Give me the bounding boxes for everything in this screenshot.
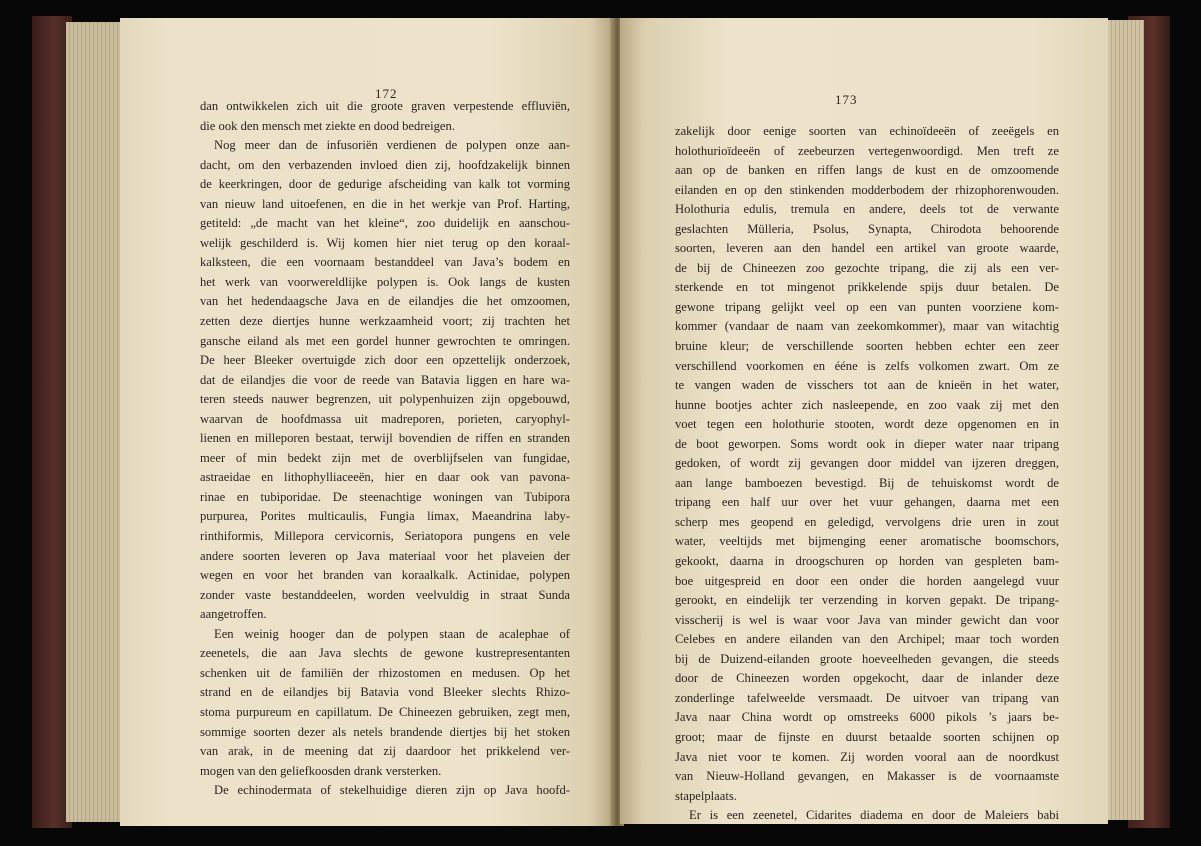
text-line: hunne bootjes achter zich nasleepende, en zoo vaak zij met den: [675, 397, 1059, 412]
text-line: zeenetels, die aan Java slechts de gewone kustrepresentanten: [200, 646, 570, 661]
text-line: Java niet voor te komen. Zij worden vooral aan de noordkust: [675, 749, 1059, 764]
text-line: aan lange bamboezen bevestigd. Bij de tehuiskomst wordt de: [675, 475, 1059, 490]
text-line: de keerkringen, door de gedurige afscheiding van kalk tot vorming: [200, 177, 570, 192]
text-line: kommer (vandaar de naam van zeekomkommer), maar van witachtig: [675, 319, 1059, 334]
text-line: Holothuria edulis, tremula en andere, deels tot de verwante: [675, 202, 1059, 217]
text-line: meer of min bedekt zijn met de overblijfselen van fungidae,: [200, 450, 570, 465]
text-line: schenken uit de familiën der rhizostomen en medusen. Op het: [200, 665, 570, 680]
text-line: dan ontwikkelen zich uit die groote graven verpestende effluviën,: [200, 99, 570, 113]
text-line: scherp mes geopend en geledigd, vervolgens drie uren in zout: [675, 514, 1059, 529]
text-line: lienen en milleporen bestaat, terwijl bovendien de riffen en stranden: [200, 431, 570, 446]
text-line: purpurea, Porites multicaulis, Fungia limax, Maeandrina laby-: [200, 509, 570, 524]
text-line: bij de Duizend-eilanden groote hoeveelheden gevangen, die steeds: [675, 651, 1059, 666]
text-line: andere soorten leveren op Java materiaal voor het plaveien der: [200, 548, 570, 563]
text-line: bruine kleur; de verschillende soorten hebben echter een zeer: [675, 339, 1059, 354]
right-page-body-text: [675, 122, 1059, 826]
page-number: 173: [835, 92, 858, 107]
text-line: stoma purpureum en capillatum. De Chineezen gebruiken, zegt men,: [200, 704, 570, 719]
text-line: dat de eilandjes die voor de reede van Batavia liggen en hare wa-: [200, 372, 570, 387]
text-line: De heer Bleeker overtuigde zich door een opzettelijk onderzoek,: [200, 353, 570, 368]
text-line: gansche eiland als met een gordel hunner gewrochten te omringen.: [200, 333, 570, 348]
text-line: geslachten Mülleria, Psolus, Synapta, Chirodota behoorende: [675, 221, 1059, 236]
left-page-edges: [66, 22, 122, 822]
text-line: holothurioïdeeën of zeebeurzen vertegenwoordigd. Men treft ze: [675, 143, 1059, 158]
right-page: [620, 18, 1108, 824]
text-line: visscherij is wel is waar voor Java van minder gewicht dan voor: [675, 612, 1059, 627]
text-line: astraeidae en lithophylliaceeën, hier en daar ook van pavona-: [200, 470, 570, 485]
text-line: die ook den mensch met ziekte en dood bedreigen.: [200, 118, 455, 133]
text-line: sommige soorten dezer als netels brandende diertjes bij het stoken: [200, 724, 570, 739]
right-page-edges: [1104, 20, 1144, 820]
text-line: van arak, in de meening dat zij daardoor het prikkelend ver-: [200, 744, 570, 759]
text-line: teren steeds nauwer begrenzen, uit polypenhuizen zijn opgebouwd,: [200, 392, 570, 407]
left-page: [120, 18, 614, 826]
text-line: gewone tripang gelijkt veel op een van punten voorziene kom-: [675, 299, 1059, 314]
text-line: de boot geworpen. Soms wordt ook in dieper water naar tripang: [675, 436, 1059, 451]
text-line: door de Chineezen worden opgekocht, daar de inlander deze: [675, 671, 1059, 686]
text-line: Een weinig hooger dan de polypen staan de acalephae of: [214, 626, 570, 641]
text-line: het werk van voorwereldlijke polypen is. Ook langs de kusten: [200, 274, 570, 289]
text-line: boe uitgespreid en door een onder die horden aangelegd vuur: [675, 573, 1059, 588]
page-number: 172: [375, 86, 398, 101]
text-line: zetten deze diertjes hunne werkzaamheid voort; zij trachten het: [200, 314, 570, 329]
text-line: tripang een half uur over het vuur gehangen, daarna met een: [675, 495, 1059, 510]
text-line: rinae en tubiporidae. De steenachtige woningen van Tubipora: [200, 489, 570, 504]
text-line: Java naar China wordt op omstreeks 6000 pikols ’s jaars be-: [675, 710, 1059, 725]
text-line: van nieuw land uitoefenen, en die in het werkje van Prof. Harting,: [200, 196, 570, 211]
text-line: wegen en voor het branden van koraalkalk. Actinidae, polypen: [200, 568, 570, 583]
text-line: De echinodermata of stekelhuidige dieren zijn op Java hoofd-: [214, 783, 570, 798]
text-line: zonder vaste bestanddeelen, worden veelvuldig in straat Sunda: [200, 587, 570, 602]
text-line: zonderlinge tafelweelde versmaadt. De uitvoer van tripang van: [675, 690, 1059, 705]
text-line: mogen van den geliefkoosden drank versterken.: [200, 763, 442, 778]
text-line: Er is een zeenetel, Cidarites diadema en door de Maleiers babi: [689, 808, 1059, 823]
text-line: welijk geschilderd is. Wij komen hier niet terug op den koraal-: [200, 235, 570, 250]
text-line: van Nieuw-Holland gevangen, en Makasser is de voornaamste: [675, 769, 1059, 784]
text-line: dacht, om den verbazenden invloed dien zij, hoofdzakelijk binnen: [200, 157, 570, 172]
text-line: rinthiformis, Millepora cervicornis, Seriatopora pungens en vele: [200, 529, 570, 544]
text-line: aan op de banken en riffen langs de kust en de omzoomende: [675, 163, 1059, 178]
text-line: de bij de Chineezen zoo gezochte tripang, die zij als een ver-: [675, 260, 1059, 275]
text-line: voet tegen een holothurie stooten, wordt deze opgenomen en in: [675, 417, 1059, 432]
text-line: water, veeltijds met bijmenging eener aromatische boomschors,: [675, 534, 1059, 549]
text-line: gerookt, en eindelijk ter verzending in korven gepakt. De tripang-: [675, 593, 1059, 608]
text-line: waarvan de hoofdmassa uit madreporen, porieten, caryophyl-: [200, 411, 570, 426]
text-line: Celebes en andere eilanden van den Archipel; maar toch worden: [675, 632, 1059, 647]
text-line: stapelplaats.: [675, 788, 737, 803]
text-line: zakelijk door eenige soorten van echinoïdeeën of zeeëgels en: [675, 124, 1059, 138]
text-line: getiteld: „de macht van het kleine“, zoo duidelijk en aanschou-: [200, 216, 570, 231]
text-line: van het hedendaagsche Java en de eilandjes die het omzoomen,: [200, 294, 570, 309]
text-line: verschillend voorkomen en ééne is zelfs volkomen zwart. Om ze: [675, 358, 1059, 373]
text-line: kalksteen, die een voornaam bestanddeel van Java’s bodem en: [200, 255, 570, 270]
text-line: aangetroffen.: [200, 607, 267, 622]
text-line: te vangen waden de visschers tot aan de knieën in het water,: [675, 378, 1059, 393]
text-line: gekookt, daarna in droogschuren op horden van gespleten bam-: [675, 554, 1059, 569]
text-line: gedoken, of wordt zij gevangen door middel van ijzeren dreggen,: [675, 456, 1059, 471]
text-line: Nog meer dan de infusoriën verdienen de polypen onze aan-: [214, 138, 570, 153]
text-line: groot; maar de fijnste en duurst betaalde soorten schijnen op: [675, 729, 1059, 744]
text-line: strand en de eilandjes bij Batavia vond Bleeker slechts Rhizo-: [200, 685, 570, 700]
text-line: soorten, leveren aan den handel een artikel van groote waarde,: [675, 241, 1059, 256]
text-line: sterkende en tot mingenot prikkelende spijs duur betalen. De: [675, 280, 1059, 295]
left-page-body-text: [200, 97, 570, 801]
text-line: eilanden en op den stinkenden modderbodem der rhizophorenwouden.: [675, 182, 1059, 197]
